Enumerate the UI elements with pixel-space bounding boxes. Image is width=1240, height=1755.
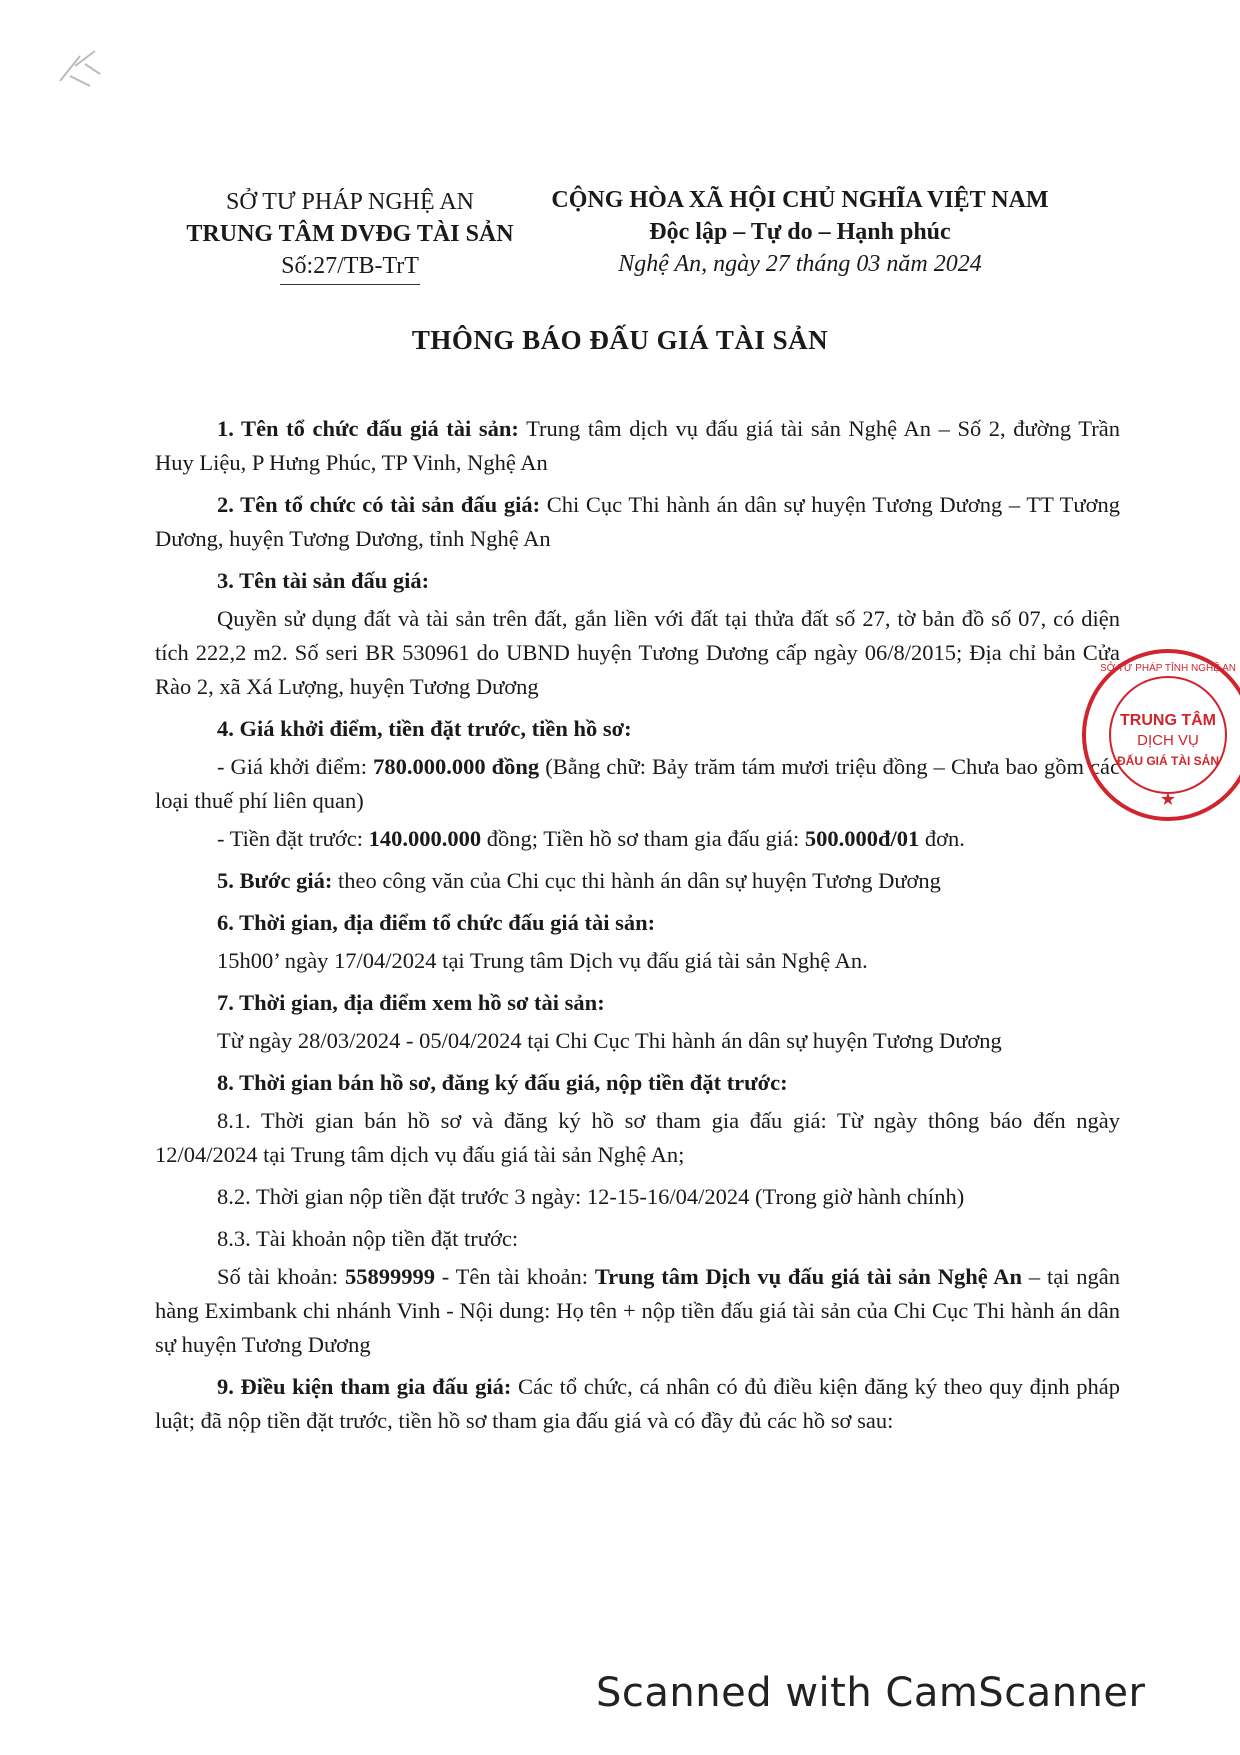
section-8-heading: [155, 1066, 1120, 1100]
header-left: [130, 186, 570, 285]
section-8-2: 8.2. Thời gian nộp tiền đặt trước 3 ngày: 12-15-16/04/2024 (Trong giờ hành chính): [217, 1184, 965, 1209]
country-name: CỘNG HÒA XÃ HỘI CHỦ NGHĨA VIỆT NAM: [551, 187, 1049, 213]
starting-price: [155, 750, 1120, 818]
section-6-text: 15h00’ ngày 17/04/2024 tại Trung tâm Dịch vụ đấu giá tài sản Nghệ An.: [217, 948, 868, 973]
section-3-heading: [155, 564, 1120, 598]
deposit-value: 140.000.000: [368, 826, 482, 851]
account-name-label: - Tên tài khoản:: [434, 1264, 595, 1289]
starting-price-label: - Giá khởi điểm:: [217, 754, 374, 779]
section-7-label: 7. Thời gian, địa điểm xem hồ sơ tài sản:: [217, 990, 605, 1015]
section-9-label: 9. Điều kiện tham gia đấu giá:: [217, 1374, 512, 1399]
section-2-label: 2. Tên tổ chức có tài sản đấu giá:: [217, 492, 541, 517]
document-number: Số:27/TB-TrT: [281, 253, 419, 279]
deposit-label: - Tiền đặt trước:: [217, 826, 369, 851]
section-3-text: Quyền sử dụng đất và tài sản trên đất, gắn liền với đất tại thửa đất số 27, tờ bản đồ số 07, có diện tích 222,2 m2. Số seri BR 530961 do UBND huyện Tương Dương cấp ngày 06/8/2015; Địa chỉ bản Cửa Rào 2, xã Xá Lượng, huyện Tương Dương: [155, 606, 1120, 699]
starting-price-note: (Bằng chữ: Bảy trăm tám mươi triệu đồng – Chưa bao gồm các loại thuế phí liên quan): [155, 754, 1120, 813]
document-date: Nghệ An, ngày 27 tháng 03 năm 2024: [618, 251, 982, 277]
svg-text:TRUNG TÂM: TRUNG TÂM: [1120, 712, 1216, 729]
section-1-text: Trung tâm dịch vụ đấu giá tài sản Nghệ An – Số 2, đường Trần Huy Liệu, P Hưng Phúc, TP Vinh, Nghệ An: [155, 416, 1120, 475]
section-4-label: 4. Giá khởi điểm, tiền đặt trước, tiền hồ sơ:: [217, 716, 632, 741]
section-8-3: 8.3. Tài khoản nộp tiền đặt trước:: [217, 1226, 519, 1251]
section-8-1: 8.1. Thời gian bán hồ sơ và đăng ký hồ sơ tham gia đấu giá: Từ ngày thông báo đến ngày 12/04/2024 tại Trung tâm dịch vụ đấu giá tài sản Nghệ An;: [155, 1108, 1120, 1167]
scan-mark: [50, 36, 130, 96]
scanner-watermark: Scanned with CamScanner: [596, 1670, 1146, 1716]
document-title: THÔNG BÁO ĐẤU GIÁ TÀI SẢN: [411, 325, 829, 355]
section-7-heading: [155, 986, 1120, 1020]
section-2: [155, 488, 1120, 556]
bank-details: – tại ngân hàng Eximbank chi nhánh Vinh - Nội dung: Họ tên + nộp tiền đấu giá tài sản của Chi Cục Thi hành án dân sự huyện Tương Dương: [155, 1264, 1120, 1357]
ministry-name: SỞ TƯ PHÁP NGHỆ AN: [226, 189, 474, 215]
fee-unit: đơn.: [919, 826, 965, 851]
official-seal: [1078, 645, 1240, 825]
center-name: TRUNG TÂM DVĐG TÀI SẢN: [186, 221, 514, 247]
section-7-text: Từ ngày 28/03/2024 - 05/04/2024 tại Chi Cục Thi hành án dân sự huyện Tương Dương: [217, 1028, 1002, 1053]
deposit-and-fee: [155, 822, 1120, 856]
section-8-label: 8. Thời gian bán hồ sơ, đăng ký đấu giá, nộp tiền đặt trước:: [217, 1070, 788, 1095]
section-1: [155, 412, 1120, 480]
section-1-label: 1. Tên tổ chức đấu giá tài sản:: [217, 416, 519, 441]
svg-text:ĐẤU GIÁ TÀI SẢN: ĐẤU GIÁ TÀI SẢN: [1117, 754, 1219, 768]
section-3-label: 3. Tên tài sản đấu giá:: [217, 568, 430, 593]
section-6-heading: [155, 906, 1120, 940]
starting-price-value: 780.000.000 đồng: [373, 754, 540, 779]
section-9: [155, 1370, 1120, 1438]
section-2-text: Chi Cục Thi hành án dân sự huyện Tương Dương – TT Tương Dương, huyện Tương Dương, tỉnh Nghệ An: [155, 492, 1120, 551]
section-5: [155, 864, 1120, 898]
svg-text:★: ★: [1159, 789, 1177, 809]
section-9-text: Các tổ chức, cá nhân có đủ điều kiện đăng ký theo quy định pháp luật; đã nộp tiền đặt trước, tiền hồ sơ tham gia đấu giá và có đầy đủ các hồ sơ sau:: [155, 1374, 1120, 1433]
header-right: [520, 184, 1080, 280]
section-6-label: 6. Thời gian, địa điểm tổ chức đấu giá tài sản:: [217, 910, 656, 935]
account-number-label: Số tài khoản:: [217, 1264, 345, 1289]
document-body: [155, 412, 1120, 1446]
fee-label: đồng; Tiền hồ sơ tham gia đấu giá:: [481, 826, 805, 851]
section-4-heading: [155, 712, 1120, 746]
bank-account: [155, 1260, 1120, 1362]
svg-text:SỞ TƯ PHÁP TỈNH NGHỆ AN: SỞ TƯ PHÁP TỈNH NGHỆ AN: [1099, 663, 1237, 674]
motto: Độc lập – Tự do – Hạnh phúc: [649, 219, 951, 245]
fee-value: 500.000đ/01: [804, 826, 920, 851]
account-number: 55899999: [344, 1264, 435, 1289]
account-name: Trung tâm Dịch vụ đấu giá tài sản Nghệ An: [594, 1264, 1023, 1289]
svg-text:DỊCH VỤ: DỊCH VỤ: [1137, 732, 1199, 749]
header-left-rule: [280, 284, 420, 285]
section-5-text: theo công văn của Chi cục thi hành án dân sự huyện Tương Dương: [332, 868, 941, 893]
section-5-label: 5. Bước giá:: [217, 868, 333, 893]
